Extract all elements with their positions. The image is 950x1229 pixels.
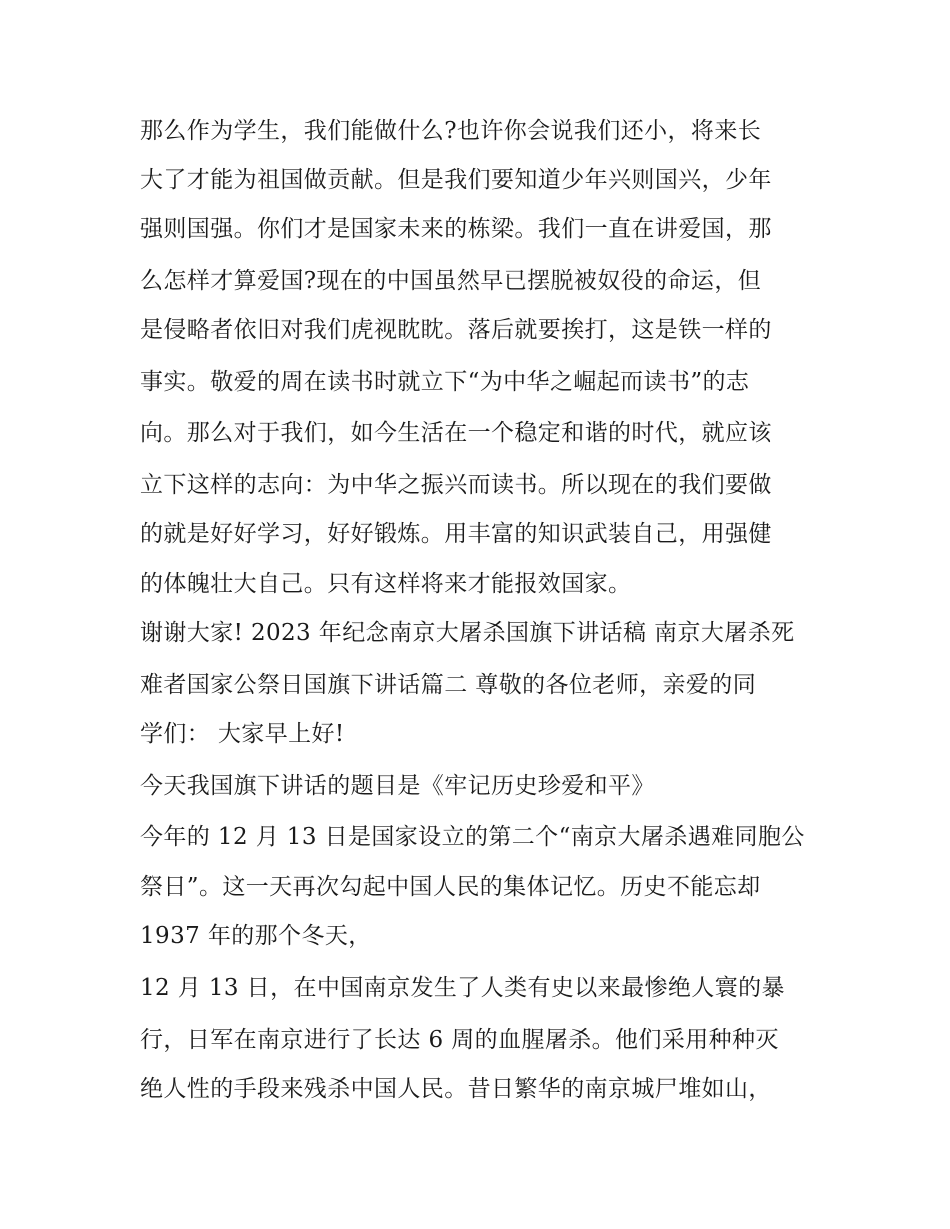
paragraph-line: 学们： 大家早上好! xyxy=(140,721,345,747)
paragraph-line: 那么作为学生，我们能做什么?也许你会说我们还小，将来长 xyxy=(140,118,762,144)
paragraph-line: 今年的 12 月 13 日是国家设立的第二个“南京大屠杀遇难同胞公 xyxy=(140,824,805,850)
paragraph-line: 的就是好好学习，好好锻炼。用丰富的知识武装自己，用强健 xyxy=(140,521,772,547)
paragraph-line: 强则国强。你们才是国家未来的栋梁。我们一直在讲爱国，那 xyxy=(140,216,772,242)
paragraph-line: 1937 年的那个冬天， xyxy=(140,923,372,949)
paragraph-line: 向。那么对于我们，如今生活在一个稳定和谐的时代，就应该 xyxy=(140,420,772,446)
paragraph-line: 大了才能为祖国做贡献。但是我们要知道少年兴则国兴，少年 xyxy=(140,167,772,193)
paragraph-line: 祭日”。这一天再次勾起中国人民的集体记忆。历史不能忘却 xyxy=(140,874,761,900)
paragraph-line: 绝人性的手段来残杀中国人民。昔日繁华的南京城尸堆如山， xyxy=(140,1076,772,1102)
paragraph-line: 今天我国旗下讲话的题目是《牢记历史珍爱和平》 xyxy=(140,773,655,799)
paragraph-line: 12 月 13 日，在中国南京发生了人类有史以来最惨绝人寰的暴 xyxy=(140,975,785,1001)
paragraph-line: 么怎样才算爱国?现在的中国虽然早已摆脱被奴役的命运，但 xyxy=(140,268,762,294)
paragraph-line: 谢谢大家! 2023 年纪念南京大屠杀国旗下讲话稿 南京大屠杀死 xyxy=(140,620,795,646)
paragraph-line: 是侵略者依旧对我们虎视眈眈。落后就要挨打，这是铁一样的 xyxy=(140,317,772,343)
paragraph-line: 的体魄壮大自己。只有这样将来才能报效国家。 xyxy=(140,571,632,597)
paragraph-line: 行，日军在南京进行了长达 6 周的血腥屠杀。他们采用种种灭 xyxy=(140,1027,779,1053)
paragraph-line: 事实。敬爱的周在读书时就立下“为中华之崛起而读书”的志 xyxy=(140,369,750,395)
paragraph-line: 难者国家公祭日国旗下讲话篇二 尊敬的各位老师，亲爱的同 xyxy=(140,672,757,698)
paragraph-line: 立下这样的志向：为中华之振兴而读书。所以现在的我们要做 xyxy=(140,472,772,498)
